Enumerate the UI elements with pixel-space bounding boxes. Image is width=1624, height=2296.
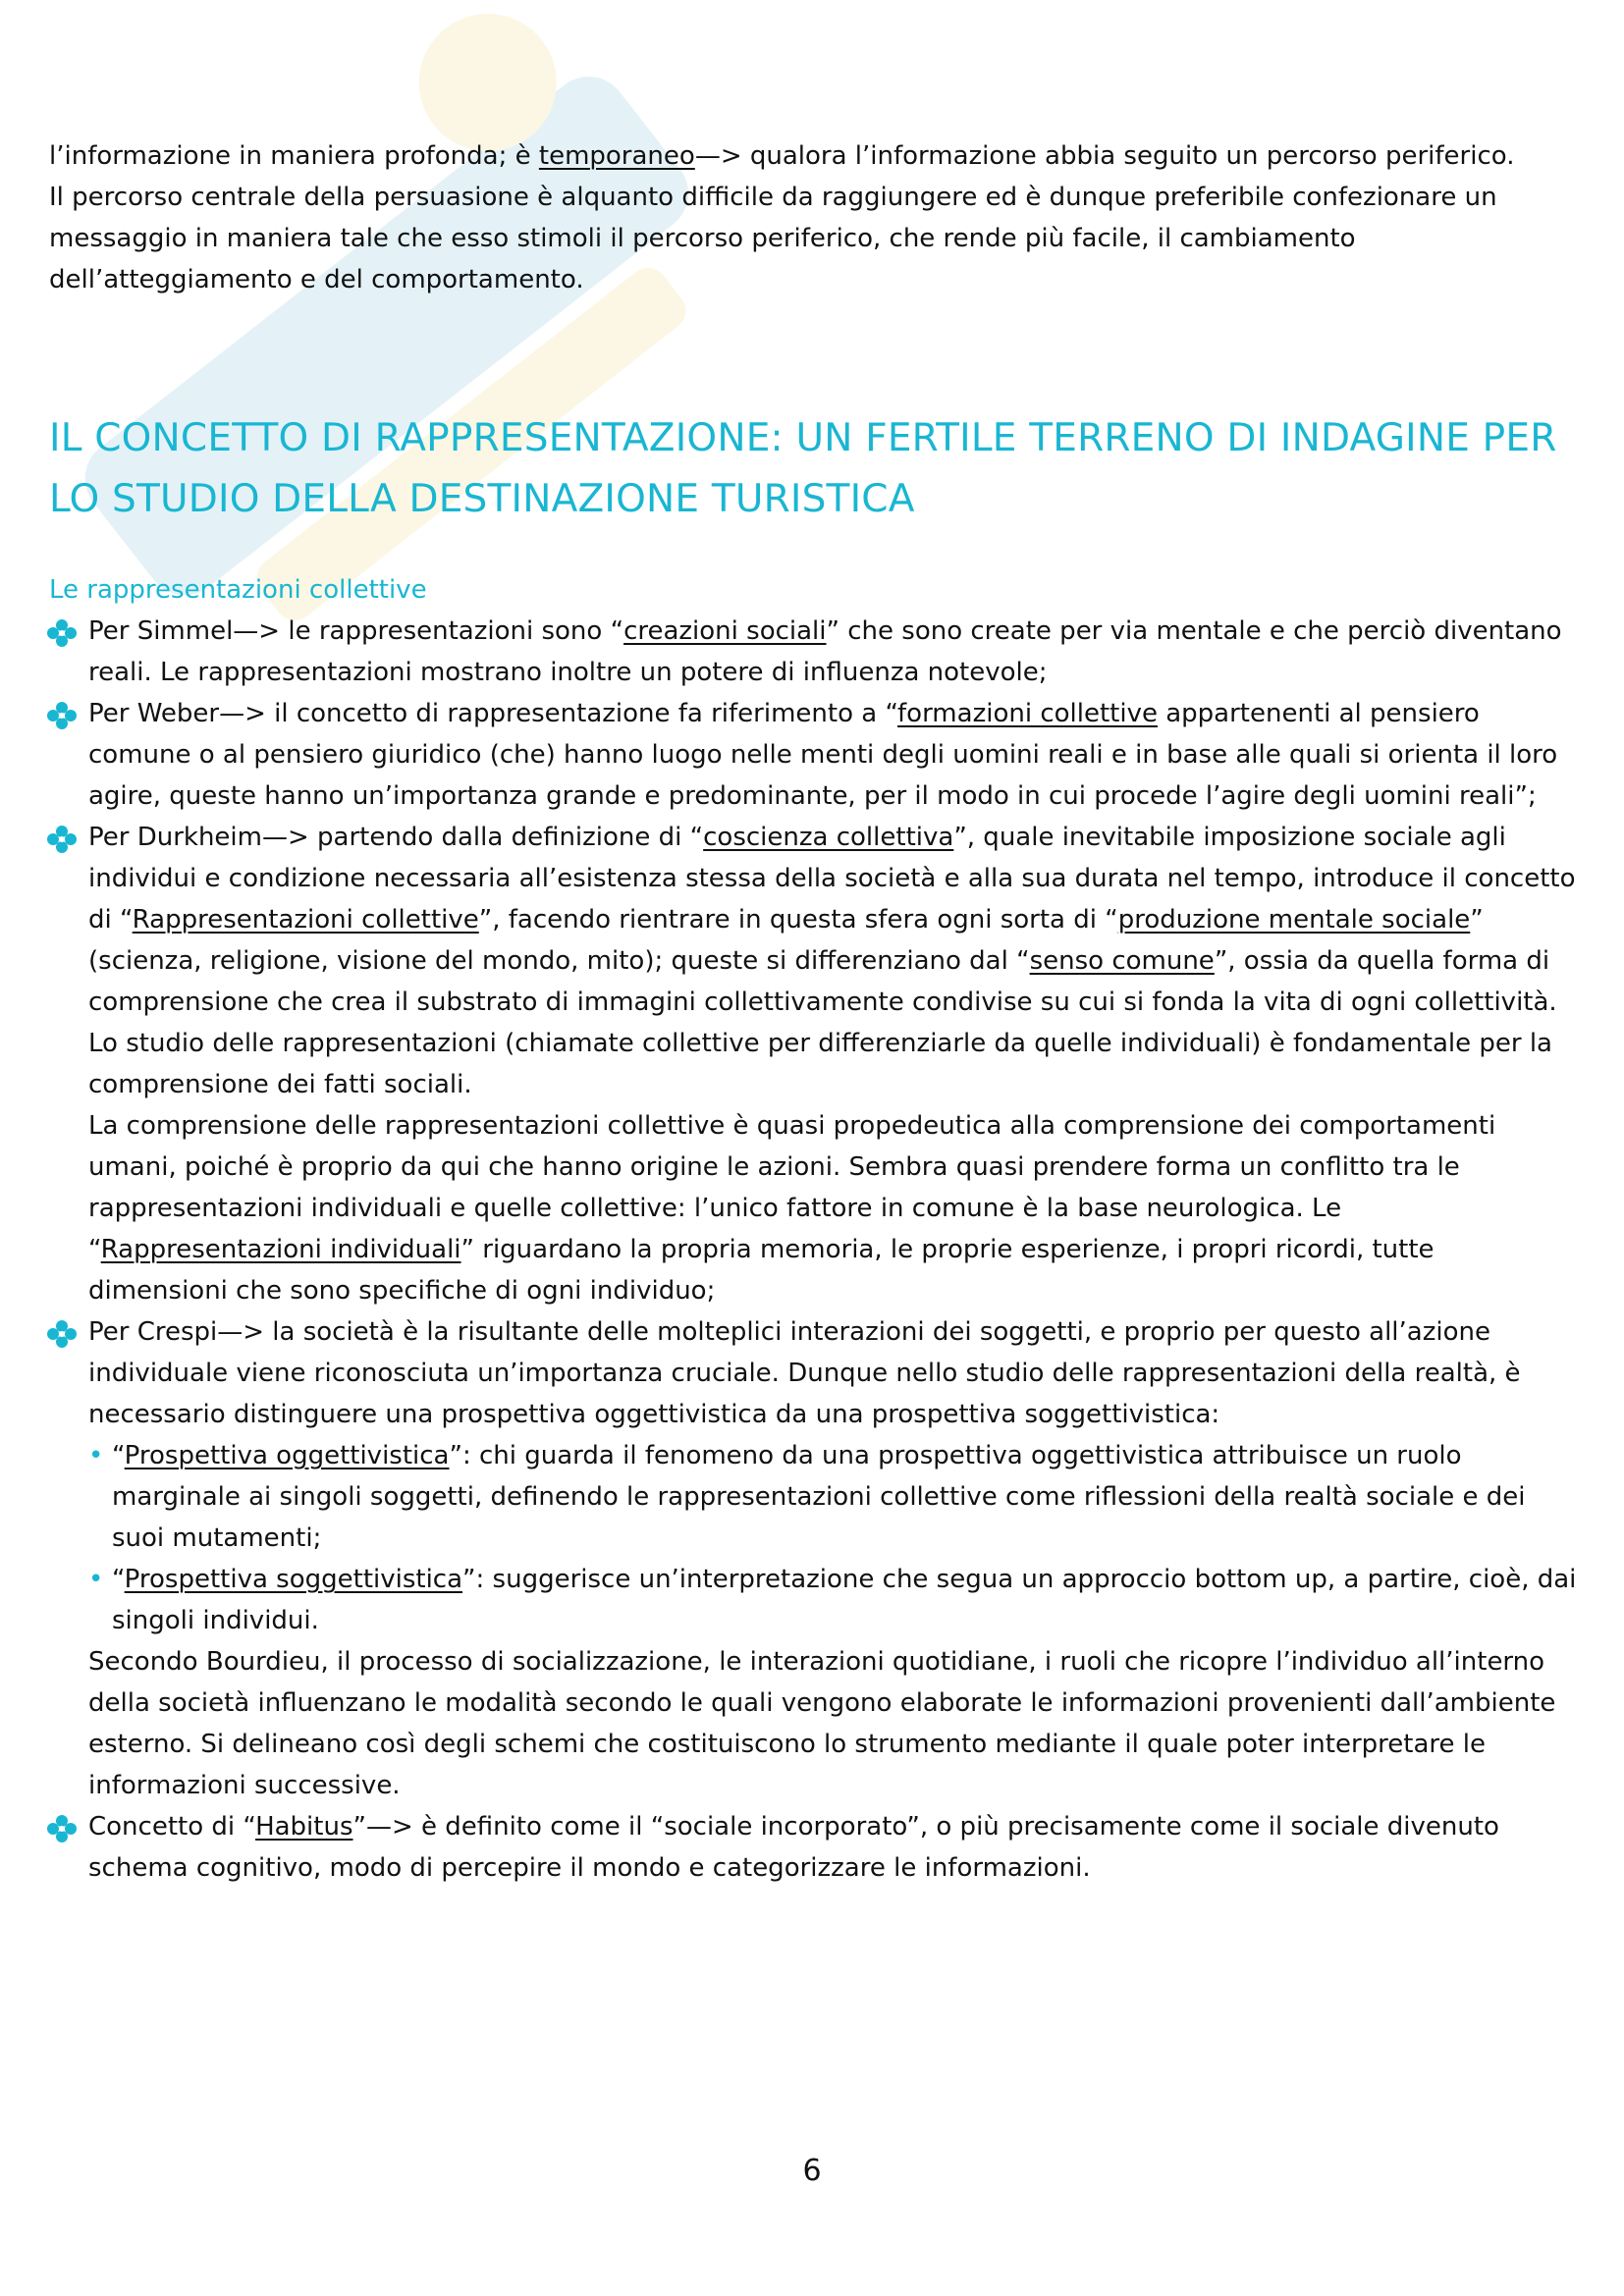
sub-item-oggettivistica: • “Prospettiva oggettivistica”: chi guarda il fenomeno da una prospettiva oggettivistica attribuisce un ruolo marginale ai singoli soggetti, definendo le rappresentazioni collettive come riflessioni della realtà sociale e dei suoi mutamenti; <box>49 1435 1581 1559</box>
underlined-term: temporaneo <box>538 141 695 171</box>
list-item-weber: Per Weber—> il concetto di rappresentazione fa riferimento a “formazioni collettive appartenenti al pensiero comune o al pensiero giuridico (che) hanno luogo nelle menti degli uomini reali e in base alle quali si orienta il loro agire, queste hanno un’importanza grande e predominante, per il modo in cui procede l’agire degli uomini reali”; <box>49 693 1581 817</box>
bullet-dot-icon: • <box>88 1565 104 1594</box>
list-item-habitus: Concetto di “Habitus”—> è definito come il “sociale incorporato”, o più precisamente come il sociale divenuto schema cognitivo, modo di percepire il mondo e categorizzare le informazioni. <box>49 1806 1581 1889</box>
clover-bullet-icon <box>45 618 79 648</box>
subsection-heading: Le rappresentazioni collettive <box>49 575 427 605</box>
list-item-durkheim: Per Durkheim—> partendo dalla definizione di “coscienza collettiva”, quale inevitabile imposizione sociale agli individui e condizione necessaria all’esistenza stessa della società e alla sua durata nel tempo, introduce il concetto di “Rappresentazioni collettive”, facendo rientrare in questa sfera ogni sorta di “produzione mentale sociale” (scienza, religione, visione del mondo, mito); queste si differenziano dal “senso comune”, ossia da quella forma di comprensione che crea il substrato di immagini collettivamente condivise su cui si fonda la vita di ogni collettività. Lo studio delle rappresentazioni (chiamate collettive per differenziarle da quelle individuali) è fondamentale per la comprensione dei fatti sociali. <box>49 817 1581 1105</box>
clover-bullet-icon <box>45 1814 79 1843</box>
intro-paragraph-1: l’informazione in maniera profonda; è temporaneo—> qualora l’informazione abbia seguito un percorso periferico. <box>49 141 1515 171</box>
bullet-dot-icon: • <box>88 1441 104 1470</box>
page-number: 6 <box>802 2154 822 2188</box>
document-page <box>49 135 1581 1889</box>
bourdieu-paragraph: Secondo Bourdieu, il processo di socializzazione, le interazioni quotidiane, i ruoli che ricopre l’individuo all’interno della società influenzano le modalità secondo le quali vengono elaborate le informazioni provenienti dall’ambiente esterno. Si delineano così degli schemi che costituiscono lo strumento mediante il quale poter interpretare le informazioni successive. <box>88 1647 1556 1800</box>
list-item-crespi: Per Crespi—> la società è la risultante delle molteplici interazioni dei soggetti, e proprio per questo all’azione individuale viene riconosciuta un’importanza cruciale. Dunque nello studio delle rappresentazioni della realtà, è necessario distinguere una prospettiva oggettivistica da una prospettiva soggettivistica: <box>49 1311 1581 1435</box>
intro-paragraph-2: Il percorso centrale della persuasione è alquanto difficile da raggiungere ed è dunque preferibile confezionare un messaggio in maniera tale che esso stimoli il percorso periferico, che rende più facile, il cambiamento dell’atteggiamento e del comportamento. <box>49 183 1497 294</box>
clover-bullet-icon <box>45 825 79 854</box>
durkheim-continuation: La comprensione delle rappresentazioni collettive è quasi propedeutica alla comprensione dei comportamenti umani, poiché è proprio da qui che hanno origine le azioni. Sembra quasi prendere forma un conflitto tra le rappresentazioni individuali e quelle collettive: l’unico fattore in comune è la base neurologica. Le “Rappresentazioni individuali” riguardano la propria memoria, le proprie esperienze, i propri ricordi, tutte dimensioni che sono specifiche di ogni individuo; <box>88 1111 1496 1306</box>
sub-item-soggettivistica: • “Prospettiva soggettivistica”: suggerisce un’interpretazione che segua un approccio bottom up, a partire, cioè, dai singoli individui. <box>49 1559 1581 1641</box>
list-item-simmel: Per Simmel—> le rappresentazioni sono “creazioni sociali” che sono create per via mentale e che perciò diventano reali. Le rappresentazioni mostrano inoltre un potere di influenza notevole; <box>49 611 1581 693</box>
section-heading: IL CONCETTO DI RAPPRESENTAZIONE: UN FERTILE TERRENO DI INDAGINE PER LO STUDIO DELLA DESTINAZIONE TURISTICA <box>49 416 1557 521</box>
clover-bullet-icon <box>45 1319 79 1349</box>
clover-bullet-icon <box>45 701 79 730</box>
